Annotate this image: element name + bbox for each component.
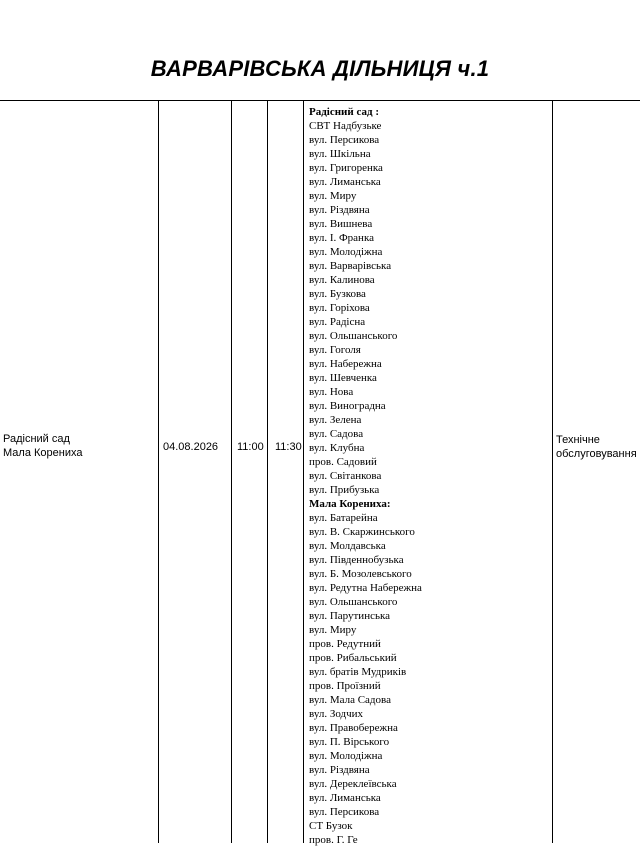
street-item: СВТ Надбузьке bbox=[309, 120, 382, 132]
street-item: вул. Зелена bbox=[309, 414, 362, 426]
street-item: вул. Горіхова bbox=[309, 302, 370, 314]
street-item: вул. Молдавська bbox=[309, 540, 386, 552]
street-item: пров. Г. Ге bbox=[309, 834, 358, 846]
street-item: вул. Батарейна bbox=[309, 512, 378, 524]
street-item: пров. Проїзний bbox=[309, 680, 381, 692]
street-item: вул. Нова bbox=[309, 386, 354, 398]
street-item: вул. Бузкова bbox=[309, 288, 366, 300]
reason-cell bbox=[553, 101, 640, 843]
street-item: вул. Лиманська bbox=[309, 792, 381, 804]
locality-line-2: Мала Корениха bbox=[3, 447, 83, 459]
street-item: вул. Зодчих bbox=[309, 708, 364, 720]
street-item: вул. Редутна Набережна bbox=[309, 582, 422, 594]
street-item: вул. Правобережна bbox=[309, 722, 398, 734]
street-item: вул. Миру bbox=[309, 190, 357, 202]
street-item: вул. Миру bbox=[309, 624, 357, 636]
street-item: вул. Клубна bbox=[309, 442, 365, 454]
street-item: вул. Південнобузька bbox=[309, 554, 404, 566]
street-item: пров. Редутний bbox=[309, 638, 381, 650]
reason-line-2: обслуговування bbox=[556, 448, 637, 460]
street-item: вул. П. Вірського bbox=[309, 736, 390, 748]
street-item: вул. братів Мудриків bbox=[309, 666, 407, 678]
street-list bbox=[304, 105, 422, 847]
end-time: 11:30 bbox=[275, 441, 302, 453]
street-item: вул. Парутинська bbox=[309, 610, 391, 622]
street-item: вул. Ольшанського bbox=[309, 596, 398, 608]
street-item: вул. Різдвяна bbox=[309, 204, 370, 216]
street-item: вул. Персикова bbox=[309, 134, 380, 146]
street-item: вул. Гоголя bbox=[309, 344, 361, 356]
street-item: вул. Лиманська bbox=[309, 176, 381, 188]
page-title: ВАРВАРІВСЬКА ДІЛЬНИЦЯ ч.1 bbox=[150, 56, 490, 81]
locality-line-1: Радісний сад bbox=[3, 433, 70, 445]
street-item: вул. Шевченка bbox=[309, 372, 377, 384]
street-item: вул. Калинова bbox=[309, 274, 375, 286]
street-item: вул. Ольшанського bbox=[309, 330, 398, 342]
street-item: вул. Григоренка bbox=[309, 162, 383, 174]
street-item: вул. Шкільна bbox=[309, 148, 371, 160]
end-time-cell bbox=[268, 101, 304, 843]
street-item: вул. Дереклеївська bbox=[309, 778, 397, 790]
start-time: 11:00 bbox=[237, 441, 264, 453]
street-item: вул. Виноградна bbox=[309, 400, 386, 412]
street-item: вул. Молодіжна bbox=[309, 750, 383, 762]
street-item: пров. Садовий bbox=[309, 456, 377, 468]
street-item: вул. Молодіжна bbox=[309, 246, 383, 258]
street-item: вул. Варварівська bbox=[309, 260, 392, 272]
outage-table bbox=[0, 100, 640, 846]
locality-cell bbox=[0, 101, 159, 843]
date-cell bbox=[159, 101, 232, 843]
street-item: вул. Набережна bbox=[309, 358, 382, 370]
street-item: вул. Прибузька bbox=[309, 484, 380, 496]
street-item: вул. Садова bbox=[309, 428, 364, 440]
street-item: вул. Вишнева bbox=[309, 218, 373, 230]
street-group-heading: Радісний сад : bbox=[309, 106, 379, 118]
street-item: вул. Світанкова bbox=[309, 470, 382, 482]
street-item: вул. І. Франка bbox=[309, 232, 375, 244]
street-item: вул. Мала Садова bbox=[309, 694, 391, 706]
street-item: СТ Бузок bbox=[309, 820, 353, 832]
outage-date: 04.08.2026 bbox=[163, 441, 219, 453]
reason-line-1: Технічне bbox=[556, 434, 600, 446]
street-item: пров. Рибальський bbox=[309, 652, 397, 664]
start-time-cell bbox=[232, 101, 268, 843]
streets-cell bbox=[304, 101, 553, 846]
street-item: вул. Різдвяна bbox=[309, 764, 370, 776]
street-item: вул. Персикова bbox=[309, 806, 380, 818]
street-item: вул. В. Скаржинського bbox=[309, 526, 415, 538]
street-group-heading: Мала Корениха: bbox=[309, 498, 391, 510]
street-item: вул. Б. Мозолевського bbox=[309, 568, 412, 580]
street-item: вул. Радісна bbox=[309, 316, 366, 328]
